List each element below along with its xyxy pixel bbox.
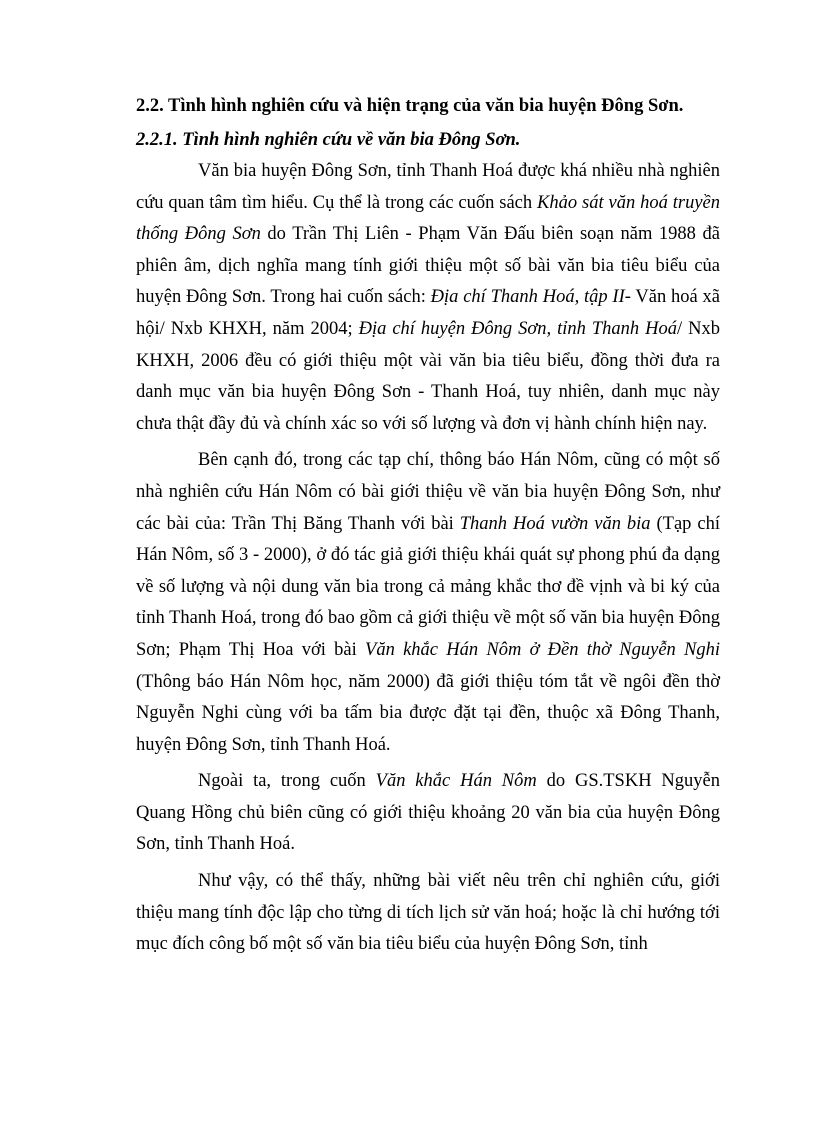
book-title: Địa chí Thanh Hoá, tập II (430, 287, 625, 308)
paragraph-text: Như vậy, có thể thấy, những bài viết nêu trên chỉ nghiên cứu, giới thiệu mang tính độc lập cho từng di tích lịch sử văn hoá; hoặc là chỉ hướng tới mục đích công bố một số văn bia tiêu biểu của huyện Đông Sơn, tỉnh (136, 871, 720, 955)
article-title: Văn khắc Hán Nôm ở Đền thờ Nguyễn Nghi (365, 639, 721, 660)
section-heading: 2.2. Tình hình nghiên cứu và hiện trạng của văn bia huyện Đông Sơn. (136, 96, 684, 116)
paragraph-text: (Tạp chí Hán Nôm, số 3 - 2000), ở đó tác giả giới thiệu khái quát sự phong phú đa dạng về số lượng và nội dung văn bia trong cả mảng khắc thơ đề vịnh và bi ký của tỉnh Thanh Hoá, trong đó bao gồm cả giới thiệu về một số văn bia huyện Đông Sơn; Phạm Thị Hoa với bài (136, 513, 720, 660)
paragraph-text: - Văn hoá xã hội/ Nxb KHXH, năm 2004; (136, 287, 720, 339)
document-page (136, 90, 720, 966)
book-title: Địa chí huyện Đông Sơn, tỉnh Thanh Hoá (358, 318, 678, 339)
book-title: Khảo sát văn hoá truyền thống Đông Sơn (136, 192, 720, 245)
paragraph-2 (136, 445, 720, 761)
paragraph-text: Ngoài ta, trong cuốn (198, 771, 376, 792)
book-title: Văn khắc Hán Nôm (375, 771, 537, 792)
paragraph-1 (136, 156, 720, 440)
paragraph-text: do Trần Thị Liên - Phạm Văn Đấu biên soạn năm 1988 đã phiên âm, dịch nghĩa mang tính giới thiệu một số bài văn bia tiêu biểu của huyện Đông Sơn. Trong hai cuốn sách: (136, 224, 720, 308)
paragraph-3 (136, 766, 720, 861)
paragraph-4 (136, 866, 720, 961)
paragraph-text: (Thông báo Hán Nôm học, năm 2000) đã giới thiệu tóm tắt về ngôi đền thờ Nguyễn Nghi cùng với ba tấm bia được đặt tại đền, thuộc xã Đông Thanh, huyện Đông Sơn, tỉnh Thanh Hoá. (136, 671, 720, 755)
subsection-heading: 2.2.1. Tình hình nghiên cứu về văn bia Đông Sơn. (136, 130, 521, 150)
article-title: Thanh Hoá vườn văn bia (459, 513, 651, 534)
paragraph-text: do GS.TSKH Nguyễn Quang Hồng chủ biên cũng có giới thiệu khoảng 20 văn bia của huyện Đông Sơn, tỉnh Thanh Hoá. (136, 771, 720, 855)
paragraph-text: Văn bia huyện Đông Sơn, tỉnh Thanh Hoá được khá nhiều nhà nghiên cứu quan tâm tìm hiểu. Cụ thể là trong các cuốn sách (136, 161, 720, 213)
paragraph-text: Bên cạnh đó, trong các tạp chí, thông báo Hán Nôm, cũng có một số nhà nghiên cứu Hán Nôm có bài giới thiệu về văn bia huyện Đông Sơn, như các bài của: Trần Thị Băng Thanh với bài (136, 450, 720, 534)
paragraph-text: / Nxb KHXH, 2006 đều có giới thiệu một vài văn bia tiêu biểu, đồng thời đưa ra danh mục văn bia huyện Đông Sơn - Thanh Hoá, tuy nhiên, danh mục này chưa thật đầy đủ và chính xác so với số lượng và đơn vị hành chính hiện nay. (136, 318, 721, 434)
